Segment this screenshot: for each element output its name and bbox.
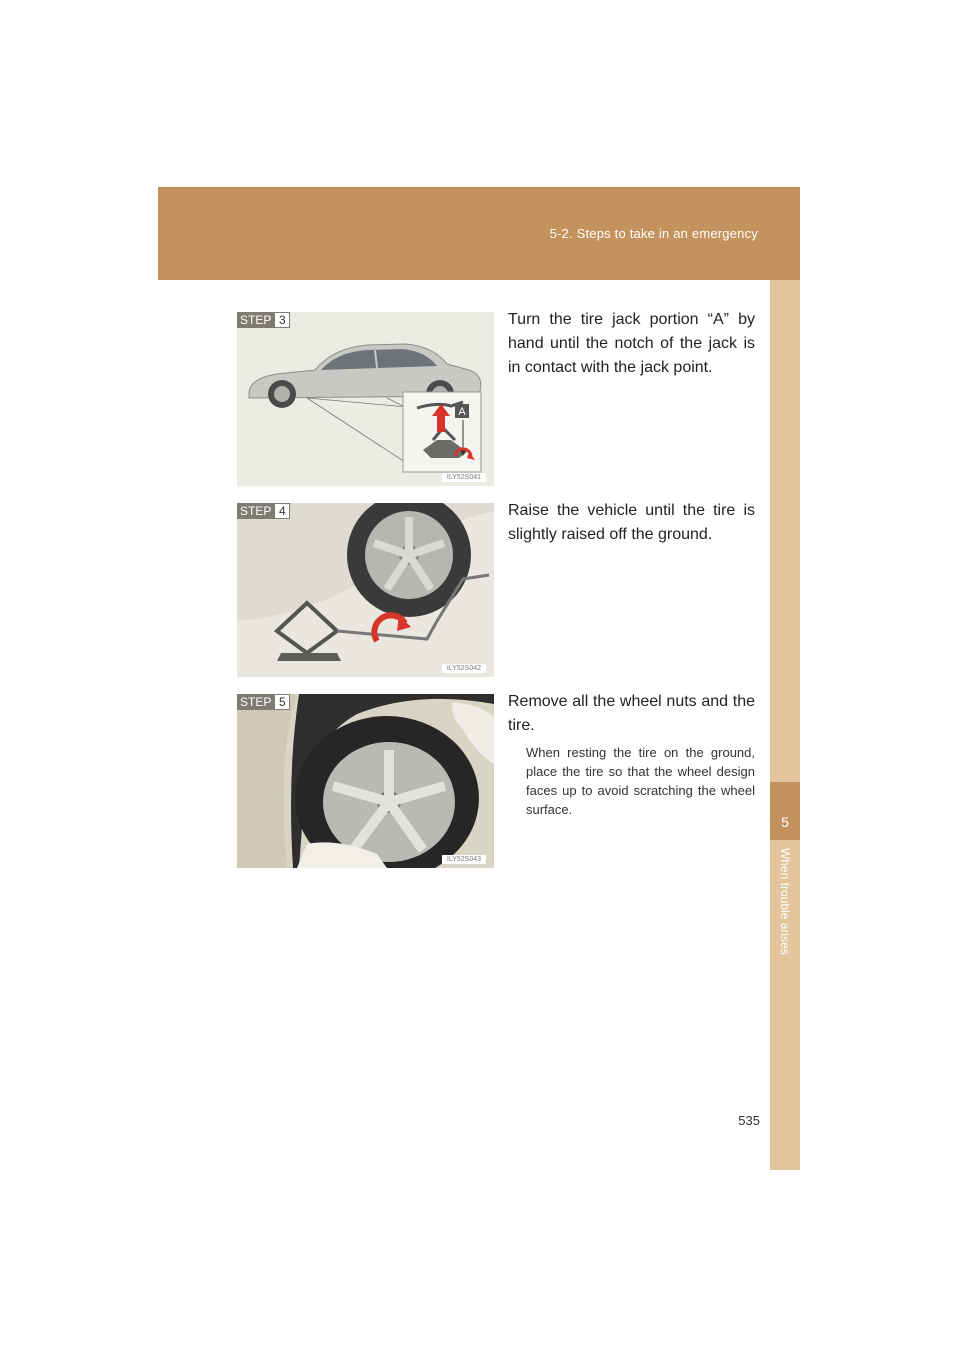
step-5-note: When resting the tire on the ground, place the tire so that the wheel design faces up to avoid scratching the wheel surface. [526,745,755,817]
step-badge-number: 5 [274,694,290,710]
chapter-label: When trouble arises [778,848,792,955]
step-5-illustration [237,694,494,868]
section-title: 5-2. Steps to take in an emergency [549,226,758,241]
step-4-illustration [237,503,494,677]
step-4-text: Raise the vehicle until the tire is slightly raised off the ground. [508,502,755,543]
image-code: ILY52S042 [442,664,486,673]
step-4-badge [237,503,290,519]
remove-tire-illustration [237,694,494,868]
step-badge-number: 3 [274,312,290,328]
step-3-badge [237,312,290,328]
car-jack-point-illustration [237,312,494,486]
chapter-tab[interactable] [770,782,800,840]
step-badge-number: 4 [274,503,290,519]
step-3-illustration [237,312,494,486]
image-code: ILY52S041 [442,473,486,482]
image-code: ILY52S043 [442,855,486,864]
page-number: 535 [738,1113,760,1128]
header-band [158,187,800,280]
callout-label-a: A [458,406,466,418]
chapter-side-strip [770,280,800,1170]
step-5-text: Remove all the wheel nuts and the tire. [508,693,755,734]
step-badge-word: STEP [237,312,274,328]
step-5-badge [237,694,290,710]
step-badge-word: STEP [237,694,274,710]
step-3-text: Turn the tire jack portion “A” by hand until the notch of the jack is in contact with the jack point. [508,311,755,376]
step-badge-word: STEP [237,503,274,519]
raise-vehicle-illustration [237,503,494,677]
chapter-number: 5 [781,814,789,830]
